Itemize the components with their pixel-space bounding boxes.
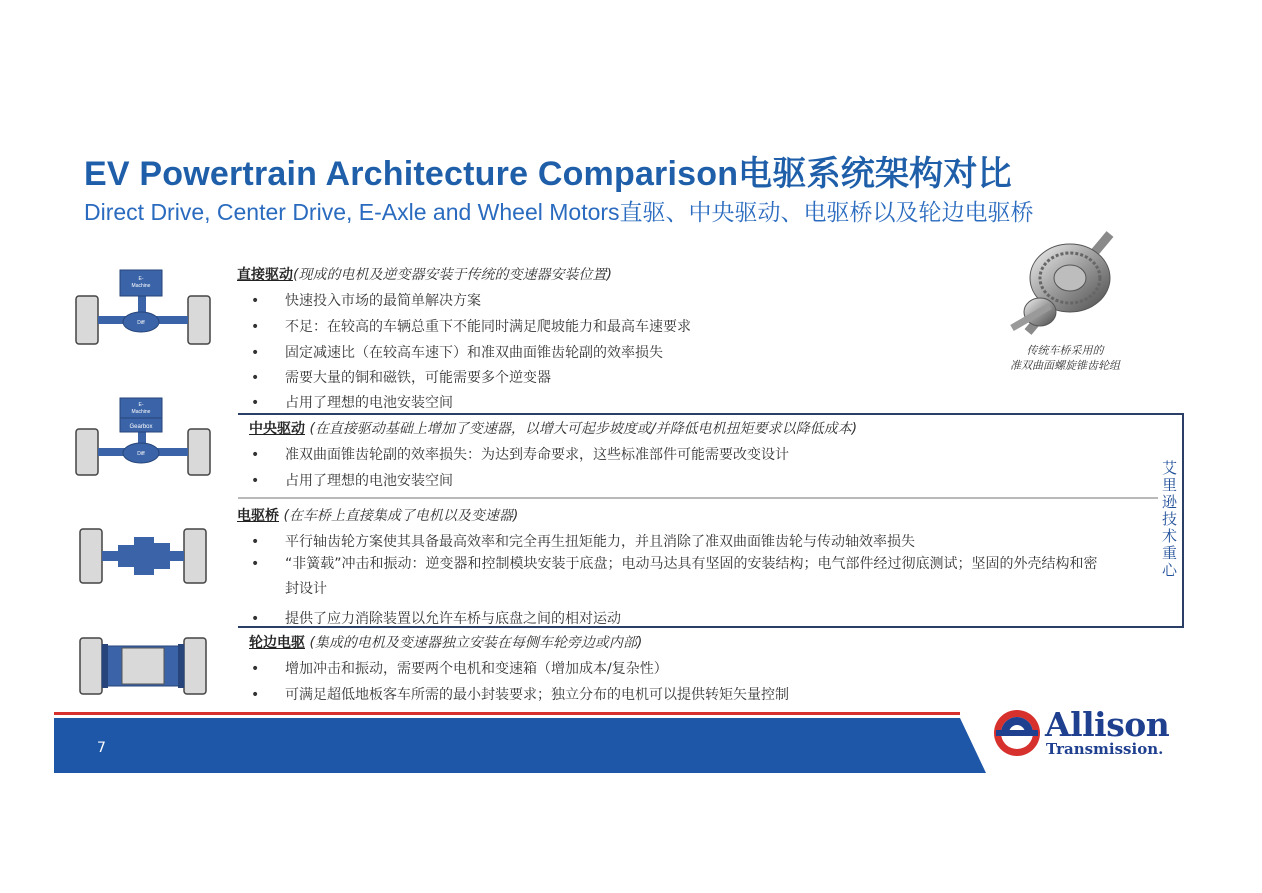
list-item (251, 608, 621, 628)
hypoid-gear-image (1010, 228, 1120, 340)
bullet-dot: • (251, 345, 260, 361)
svg-text:Machine: Machine (131, 283, 151, 289)
section-heading: 轮边电驱 (249, 635, 305, 651)
list-item (251, 367, 551, 387)
section-heading: 电驱桥 (237, 508, 279, 524)
section-desc: (集成的电机及变速器独立安装在每侧车轮旁边或内部) (305, 635, 643, 651)
logo-wordmark: Allison (1045, 705, 1170, 744)
gear-caption-line2: 准双曲面螺旋锥齿轮组 (1010, 359, 1120, 372)
section-desc: (在车桥上直接集成了电机以及变速器) (279, 508, 519, 524)
bullet-dot: • (251, 319, 260, 335)
bullet-text: 可满足超低地板客车所需的最小封装要求；独立分布的电机可以提供转矩矢量控制 (285, 687, 789, 703)
bullet-text: 准双曲面锥齿轮副的效率损失：为达到寿命要求，这些标准部件可能需要改变设计 (285, 447, 789, 463)
svg-text:Diff: Diff (137, 320, 145, 326)
bullet-dot: • (251, 611, 260, 627)
list-item (251, 531, 915, 551)
bullet-dot: • (251, 661, 260, 677)
bullet-text: 平行轴齿轮方案使其具备最高效率和完全再生扭矩能力，并且消除了准双曲面锥齿轮与传动轴效率损失 (285, 534, 915, 550)
gear-caption-line1: 传统车桥采用的 (1026, 344, 1104, 357)
bullet-dot: • (251, 687, 260, 703)
svg-text:E-: E- (138, 276, 144, 282)
svg-text:E-: E- (138, 402, 144, 408)
bullet-text: “非簧载”冲击和振动：逆变器和控制模块安装于底盘；电动马达具有坚固的安装结构；电气部件经过彻底测试；坚固的外壳结构和密封设计 (285, 556, 1098, 597)
list-item (251, 392, 453, 412)
e-axle-diagram (78, 525, 208, 587)
bullet-text: 不足：在较高的车辆总重下不能同时满足爬坡能力和最高车速要求 (285, 319, 691, 335)
allison-logo-icon (992, 708, 1042, 758)
svg-text:Gearbox: Gearbox (129, 424, 153, 430)
bullet-text: 固定减速比（在较高车速下）和准双曲面锥齿轮副的效率损失 (285, 345, 663, 361)
section-wheel-motors-heading (249, 632, 642, 652)
list-item (251, 552, 1111, 602)
section-e-axle-heading (237, 505, 518, 525)
page-number: 7 (97, 740, 106, 756)
list-item (251, 444, 789, 464)
list-item (251, 470, 453, 490)
bullet-dot: • (251, 370, 260, 386)
direct-drive-diagram (72, 268, 214, 348)
bullet-dot: • (251, 293, 260, 309)
section-heading: 直接驱动 (237, 267, 293, 283)
footer-red-stripe (54, 712, 960, 715)
logo-subtitle: Transmission. (1046, 740, 1164, 758)
bullet-text: 快速投入市场的最简单解决方案 (285, 293, 481, 309)
svg-text:Diff: Diff (137, 451, 145, 457)
section-desc: (在直接驱动基础上增加了变速器，以增大可起步坡度或/并降低电机扭矩要求以降低成本) (305, 421, 858, 437)
section-center-drive-heading (249, 418, 857, 438)
bullet-dot: • (251, 447, 260, 463)
bullet-text: 提供了应力消除装置以允许车桥与底盘之间的相对运动 (285, 611, 621, 627)
page-title: EV Powertrain Architecture Comparison电驱系统架构对比 (84, 155, 1012, 193)
bullet-text: 占用了理想的电池安装空间 (285, 395, 453, 411)
center-drive-diagram (72, 397, 214, 479)
bullet-dot: • (251, 473, 260, 489)
bullet-text: 增加冲击和振动，需要两个电机和变速箱（增加成本/复杂性） (285, 661, 668, 677)
bullet-dot: • (251, 534, 260, 550)
list-item (251, 342, 663, 362)
wheel-motors-diagram (78, 636, 208, 698)
list-item (251, 316, 691, 336)
bullet-dot: • (251, 556, 260, 572)
focus-label: 艾里逊技术重心 (1160, 460, 1178, 579)
gear-caption (1000, 343, 1130, 373)
list-item (251, 290, 481, 310)
page-subtitle: Direct Drive, Center Drive, E-Axle and Wheel Motors直驱、中央驱动、电驱桥以及轮边电驱桥 (84, 199, 1034, 225)
bullet-text: 占用了理想的电池安装空间 (285, 473, 453, 489)
list-item (251, 684, 789, 704)
divider (238, 497, 1158, 499)
section-heading: 中央驱动 (249, 421, 305, 437)
bullet-text: 需要大量的铜和磁铁，可能需要多个逆变器 (285, 370, 551, 386)
bullet-dot: • (251, 395, 260, 411)
list-item (251, 658, 668, 678)
footer-blue-band (54, 718, 986, 773)
svg-text:Machine: Machine (131, 409, 151, 415)
section-direct-drive-heading (237, 264, 612, 284)
section-desc: (现成的电机及逆变器安装于传统的变速器安装位置) (293, 267, 612, 283)
